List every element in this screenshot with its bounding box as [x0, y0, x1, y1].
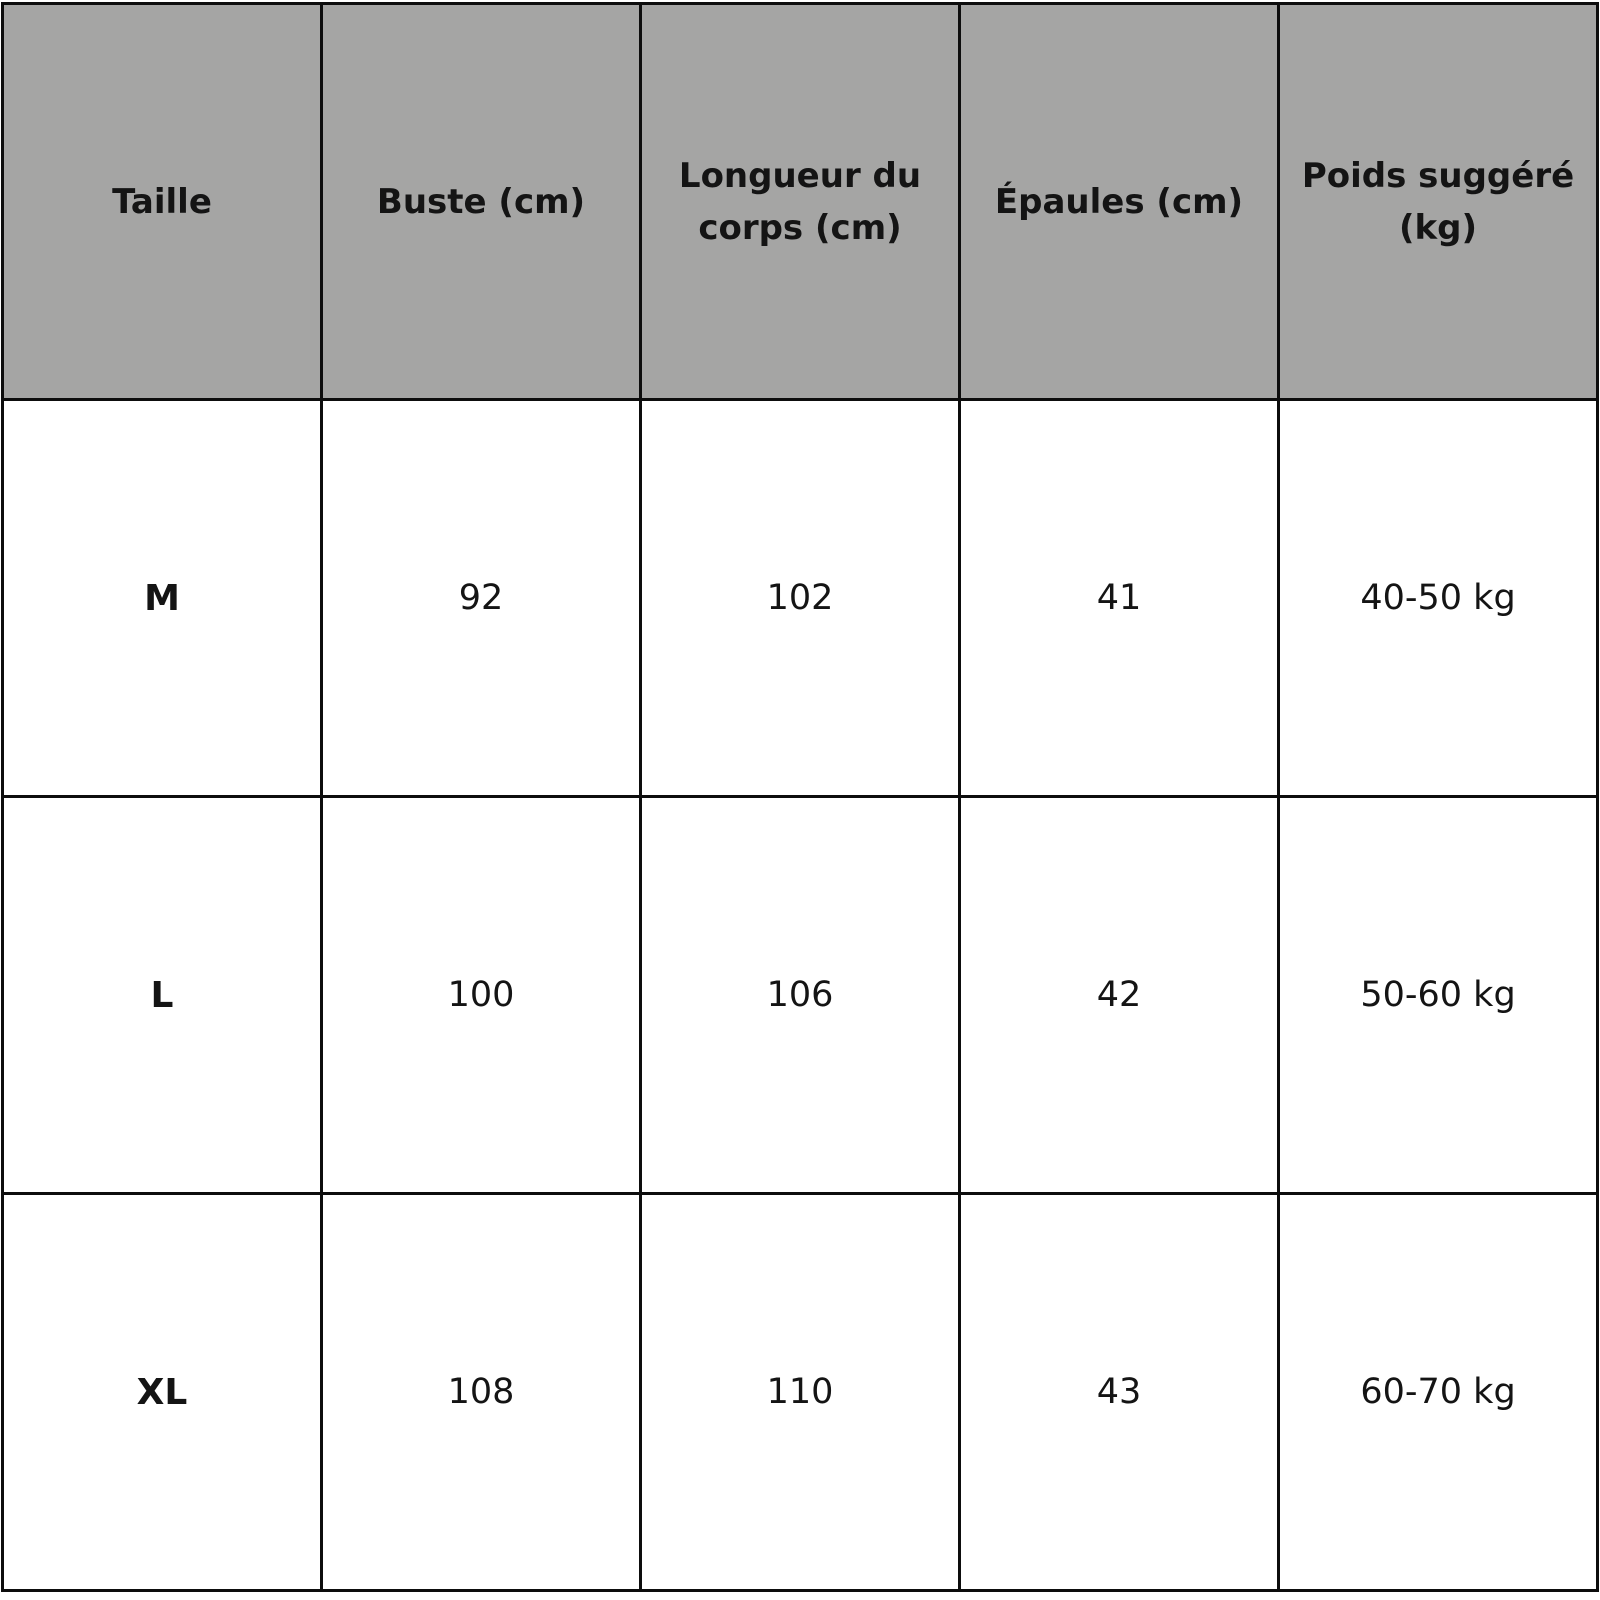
weight-cell: 60-70 kg [1279, 1194, 1598, 1591]
weight-cell: 50-60 kg [1279, 797, 1598, 1194]
header-row [3, 4, 1598, 400]
table-row [3, 400, 1598, 797]
size-chart-table [1, 2, 1599, 1592]
shoulders-cell: 42 [960, 797, 1279, 1194]
bust-cell: 108 [322, 1194, 641, 1591]
size-cell: M [3, 400, 322, 797]
body-length-cell: 110 [641, 1194, 960, 1591]
shoulders-cell: 41 [960, 400, 1279, 797]
header-cell-size: Taille [3, 4, 322, 400]
size-cell: XL [3, 1194, 322, 1591]
header-cell-suggested-weight: Poids suggéré (kg) [1279, 4, 1598, 400]
size-cell: L [3, 797, 322, 1194]
header-cell-bust: Buste (cm) [322, 4, 641, 400]
body-length-cell: 102 [641, 400, 960, 797]
weight-cell: 40-50 kg [1279, 400, 1598, 797]
table-header [3, 4, 1598, 400]
body-length-cell: 106 [641, 797, 960, 1194]
shoulders-cell: 43 [960, 1194, 1279, 1591]
bust-cell: 92 [322, 400, 641, 797]
table-row [3, 797, 1598, 1194]
header-cell-shoulders: Épaules (cm) [960, 4, 1279, 400]
bust-cell: 100 [322, 797, 641, 1194]
table-row [3, 1194, 1598, 1591]
table-body [3, 400, 1598, 1591]
header-cell-body-length: Longueur du corps (cm) [641, 4, 960, 400]
